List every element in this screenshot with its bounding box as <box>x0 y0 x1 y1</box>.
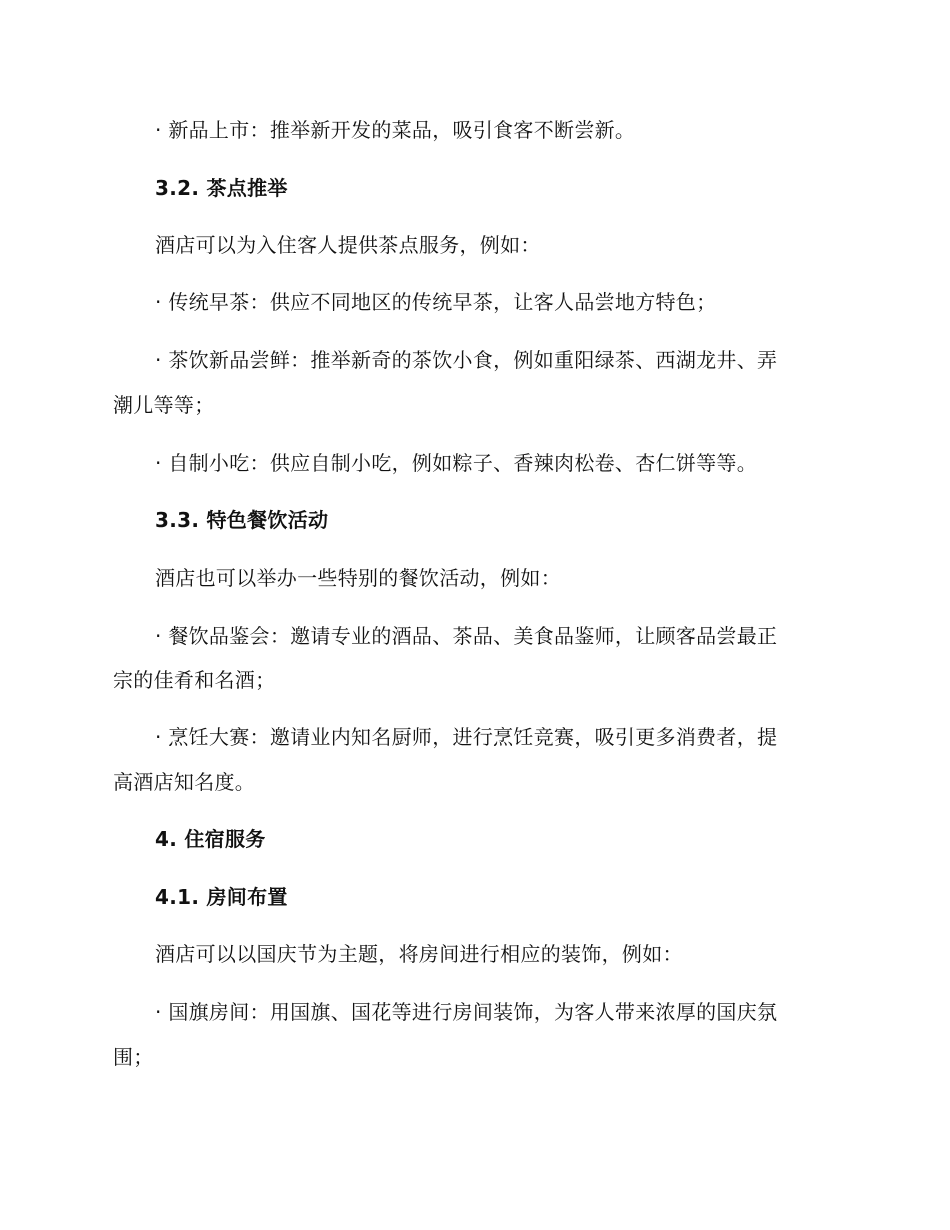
bullet-morning-tea: · 传统早茶：供应不同地区的传统早茶，让客人品尝地方特色； <box>155 290 717 314</box>
bullet-tasting-line2: 宗的佳肴和名酒； <box>113 668 276 692</box>
bullet-snacks: · 自制小吃：供应自制小吃，例如粽子、香辣肉松卷、杏仁饼等等。 <box>155 451 758 475</box>
bullet-cooking-line1: · 烹饪大赛：邀请业内知名厨师，进行烹饪竞赛，吸引更多消费者，提 <box>155 725 778 749</box>
intro-3-3: 酒店也可以举办一些特别的餐饮活动，例如： <box>155 566 561 590</box>
heading-4-1: 4.1. 房间布置 <box>155 885 288 909</box>
heading-3-3: 3.3. 特色餐饮活动 <box>155 508 329 532</box>
bullet-cooking-line2: 高酒店知名度。 <box>113 770 256 794</box>
bullet-tea-drinks-line2: 潮儿等等； <box>113 393 215 417</box>
intro-4-1: 酒店可以以国庆节为主题，将房间进行相应的装饰，例如： <box>155 942 683 966</box>
heading-3-2: 3.2. 茶点推举 <box>155 176 288 200</box>
intro-3-2: 酒店可以为入住客人提供茶点服务，例如： <box>155 233 541 257</box>
bullet-flag-room-line1: · 国旗房间：用国旗、国花等进行房间装饰，为客人带来浓厚的国庆氛 <box>155 1000 778 1024</box>
bullet-flag-room-line2: 围； <box>113 1045 154 1069</box>
bullet-tasting-line1: · 餐饮品鉴会：邀请专业的酒品、茶品、美食品鉴师，让顾客品尝最正 <box>155 624 778 648</box>
bullet-tea-drinks-line1: · 茶饮新品尝鲜：推举新奇的茶饮小食，例如重阳绿茶、西湖龙井、弄 <box>155 348 778 372</box>
bullet-new-products: · 新品上市：推举新开发的菜品，吸引食客不断尝新。 <box>155 118 636 142</box>
heading-4: 4. 住宿服务 <box>155 827 266 851</box>
